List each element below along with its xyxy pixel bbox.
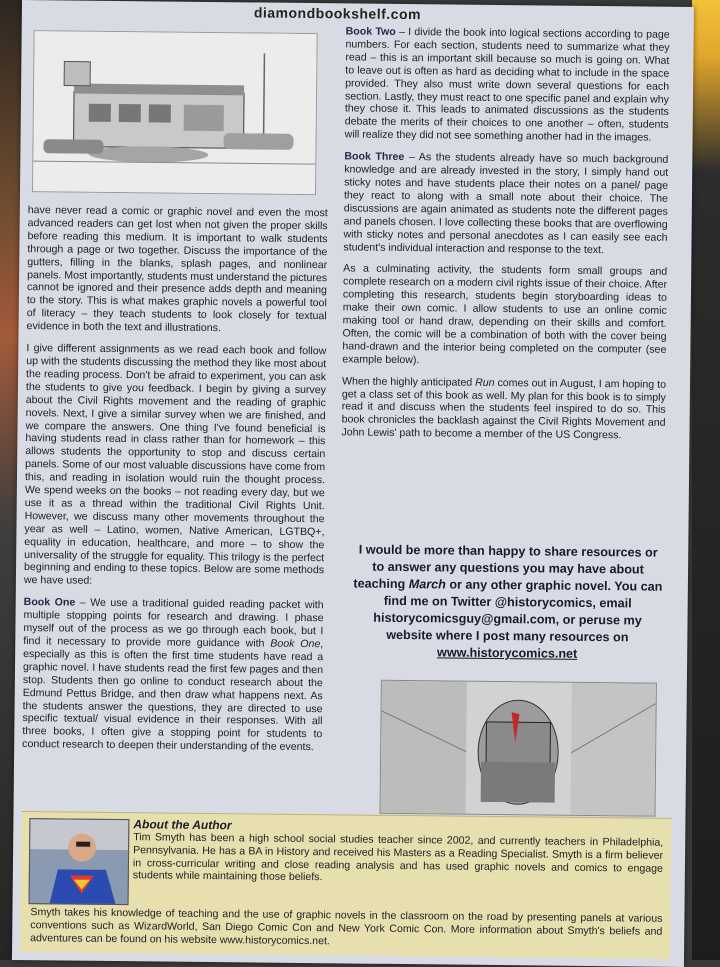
book-one-label: Book One (23, 596, 76, 609)
contact-promo (351, 541, 664, 663)
book-three-text: – As the students already have so much background knowledge and are already invested in the story, I simply hand out sticky notes and have students place their notes on a panel/ page they react to along with a small note about their choice. The discussions are again animated as students note the different pages and panels chosen. I love collecting these books that are overflowing with sticky notes and personal anecdotes as I can easily see each student's individual interaction and response to the text. (343, 151, 669, 256)
promo-text-b: or any other graphic novel. You can find me on Twitter @historycomics, email historycomicsguy@gmail.com, or peruse my website where I post many resources on (373, 577, 663, 645)
run-text-b: comes out in August, I am hoping to get a class set of this book as well. My plan for this book is to simply read it and discuss when the students feel inspired to do so. This book chronicles the backlash against the Civil Rights Movement and John Lewis' path to become a member of the US Congress. (341, 376, 667, 442)
run-italic: Run (475, 376, 495, 389)
author-photo (29, 818, 130, 905)
book-one-paragraph (22, 596, 324, 754)
intro-paragraph: have never read a comic or graphic novel and even the most advanced readers can get lost when not given the proper skills before reading this medium. It is important to walk students through a page or two together. Discuss the importance of the gutters, filling in the blanks, splash pages, and nonlinear panels. Most importantly, students must understand the pictures cannot be ignored and their presence adds depth and meaning to the story. This is what makes graphic novels a powerful tool of literacy – they teach students to look closely for textual evidence in both the text and illustrations. (26, 204, 328, 335)
book-three-paragraph (343, 151, 668, 258)
book-one-text-a: – We use a traditional guided reading packet with multiple stopping points for research and drawing. I phase myself out of the process as we go through each book, but I find it necessary to provide more guidance with (23, 596, 324, 650)
background-right (692, 0, 720, 960)
about-author-title: About the Author (133, 817, 232, 833)
book-two-label: Book Two (345, 25, 396, 38)
book-one-italic: Book One (270, 637, 321, 651)
run-paragraph (341, 375, 666, 443)
book-three-label: Book Three (344, 150, 405, 164)
book-one-text-b: , especially as this is often the first time students have read a graphic novel. I have students read the first few pages and then stop. Students then go online to conduct research about the Edmund Pettus Bridge, and then draw what happens next. As the students answer the questions, they are directed to use specific textual/ visual evidence in their responses. With all three books, I often give a stopping point for students to conduct research to deepen their understanding of the events. (22, 638, 324, 754)
student-comic-image (379, 680, 656, 817)
about-author-paragraph-1: Tim Smyth has been a high school social studies teacher since 2002, and currently teachers in Philadelphia, Pennsylvania. He has a BA in History and received his Masters as a Reading Specialist. Smyth is a firm believer in cross-curricular writing and close reading analysis and has used graphic novels and comics to engage students while maintaining those beliefs. (132, 831, 664, 884)
promo-text-a: I would be more than happy to share resources or to answer any questions you may have about teaching (353, 542, 658, 592)
book-two-paragraph (345, 25, 670, 145)
website-link[interactable]: www.historycomics.net (437, 645, 578, 661)
culminating-paragraph: As a culminating activity, the students form small groups and complete research on a modern civil rights issue of their choice. After completing this research, students begin storyboarding ideas to make their own comic. I allow students to use an online comic making tool or hand draw, depending on their skills and comfort. Often, the comic will be a combination of both with the cover being hand-drawn and the interior being completed on the computer (see example below). (342, 262, 668, 366)
assignments-paragraph: I give different assignments as we read each book and follow up with the students discussing the method they like most about the reading process. Don't be afraid to experiment, you can ask the students to give you feedback. I begin by giving a survey about the Civil Rights movement and the reading of graphic novels. Next, I give a similar survey when we are finished, and we compare the answers. One thing I've found beneficial is having students read in class rather than for homework – this allows students the opportunity to stop and discuss certain panels. Some of our most valuable discussions have come from this, and reading in isolation would ruin the thought process. We spend weeks on the books – not reading every day, but we use it as a thread within the traditional Civil Rights Unit. However, we discuss many other movements throughout the year as well – Latino, women, Native American, LGTBQ+, equality in education, healthcare, and more – to show the universality of the struggle for equality. This trilogy is the perfect beginning and ending to these topics. Below are some methods we have used: (23, 342, 327, 588)
right-column (341, 25, 669, 452)
book-two-text: – I divide the book into logical sections according to page numbers. For each section, students need to summarize what they read – this is an important skill because so much is going on. What to leave out is often as hard as deciding what to include in the space provided. They also must write down several questions for each section. Lastly, they must react to one specific panel and explain why they chose it. This leads to animated discussions as the students debate the merits of their choices to one another – often, students will realize they did not see something another had in the images. (344, 25, 670, 144)
site-header: diamondbookshelf.com (253, 4, 422, 23)
promo-italic: March (408, 577, 446, 592)
diner-sketch-image (32, 30, 318, 195)
about-author-paragraph-2: Smyth takes his knowledge of teaching and the use of graphic novels in the classroom on the road by presenting panels at various conventions such as WizardWorld, San Diego Comic Con and New York Comic Con. More information about Smyth's beliefs and adventures can be found on his website www.historycomics.net. (30, 906, 663, 947)
about-author-box (20, 811, 671, 959)
left-column (22, 204, 328, 763)
magazine-page (12, 0, 694, 967)
run-text-a: When the highly anticipated (341, 375, 476, 389)
